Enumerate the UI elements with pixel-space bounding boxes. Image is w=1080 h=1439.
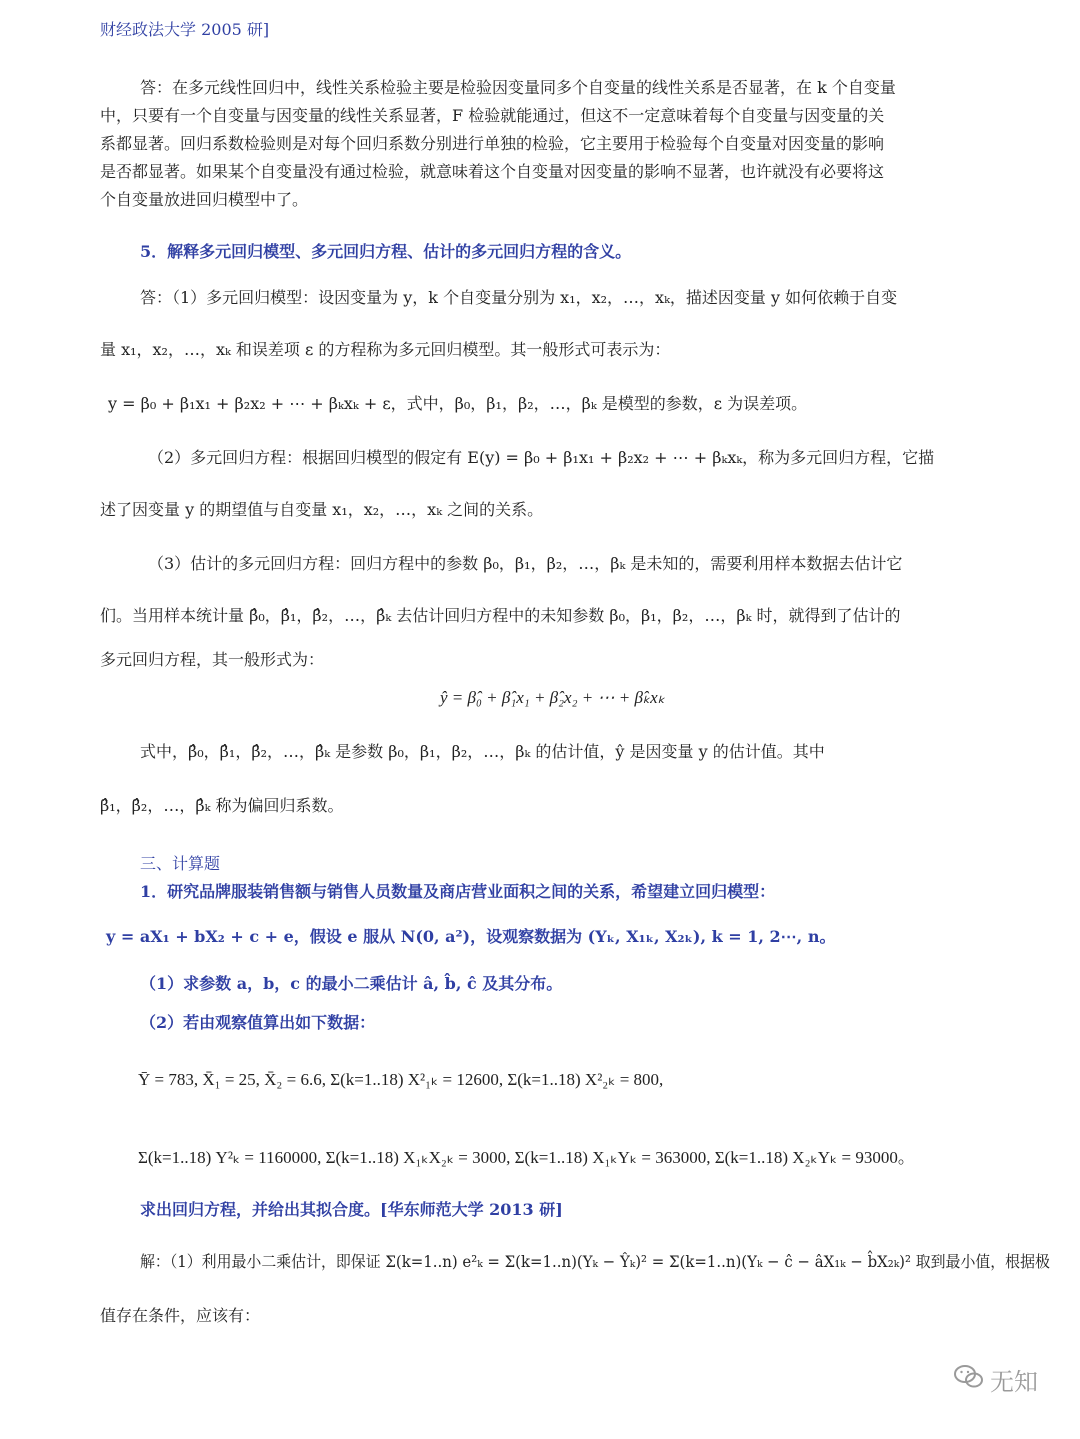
text-line-l18: β̂₁，β̂₂，…，β̂ₖ 称为偏回归系数。 bbox=[100, 796, 344, 815]
text-line-l22: （1）求参数 a，b，c 的最小二乘估计 â, b̂, ĉ 及其分布。 bbox=[140, 974, 563, 993]
text-line-l12: 述了因变量 y 的期望值与自变量 x₁，x₂，…，xₖ 之间的关系。 bbox=[100, 500, 544, 519]
text-line-l25: Σ(k=1..18) Y²ₖ = 1160000, Σ(k=1..18) X₁ₖX₂ₖ = 3000, Σ(k=1..18) X₁ₖYₖ = 363000, Σ(k=1..18) X₂ₖYₖ = 93000。 bbox=[138, 1148, 915, 1167]
text-line-l23: （2）若由观察值算出如下数据： bbox=[140, 1013, 376, 1032]
text-line-l09: 量 x₁，x₂，…，xₖ 和误差项 ε 的方程称为多元回归模型。其一般形式可表示为： bbox=[100, 340, 671, 359]
wechat-icon bbox=[954, 1364, 984, 1396]
text-line-l10: y = β₀ + β₁x₁ + β₂x₂ + ⋯ + βₖxₖ + ε，式中，β₀，β₁，β₂，…，βₖ 是模型的参数，ε 为误差项。 bbox=[108, 394, 808, 413]
watermark-text: 无知 bbox=[990, 1368, 1038, 1396]
text-line-l06: 个自变量放进回归模型中了。 bbox=[100, 190, 309, 209]
text-line-l21: y = aX₁ + bX₂ + c + e，假设 e 服从 N(0, a²)，设观察数据为 (Yₖ, X₁ₖ, X₂ₖ), k = 1, 2⋯, n。 bbox=[106, 927, 836, 946]
text-line-l20: 1．研究品牌服装销售额与销售人员数量及商店营业面积之间的关系，希望建立回归模型： bbox=[140, 882, 776, 901]
text-line-l17: 式中，β̂₀，β̂₁，β̂₂，…，β̂ₖ 是参数 β₀，β₁，β₂，…，βₖ 的估计值，ŷ 是因变量 y 的估计值。其中 bbox=[140, 742, 825, 761]
text-line-l26: 求出回归方程，并给出其拟合度。[华东师范大学 2013 研] bbox=[140, 1200, 563, 1219]
text-line-l02: 答：在多元线性回归中，线性关系检验主要是检验因变量同多个自变量的线性关系是否显著，在 k 个自变量 bbox=[140, 78, 896, 97]
text-line-l11: （2）多元回归方程：根据回归模型的假定有 E(y) = β₀ + β₁x₁ + β₂x₂ + ⋯ + βₖxₖ，称为多元回归方程，它描 bbox=[148, 448, 935, 467]
text-line-l05: 是否都显著。如果某个自变量没有通过检验，就意味着这个自变量对因变量的影响不显著，也许就没有必要将这 bbox=[100, 162, 885, 181]
text-line-l14: 们。当用样本统计量 β̂₀，β̂₁，β̂₂，…，β̂ₖ 去估计回归方程中的未知参数 β₀，β₁，β₂，…，βₖ 时，就得到了估计的 bbox=[100, 606, 901, 625]
text-line-l13: （3）估计的多元回归方程：回归方程中的参数 β₀，β₁，β₂，…，βₖ 是未知的，需要利用样本数据去估计它 bbox=[148, 554, 903, 573]
text-line-l24: Ȳ = 783, X̄₁ = 25, X̄₂ = 6.6, Σ(k=1..18) X²₁ₖ = 12600, Σ(k=1..18) X²₂ₖ = 800, bbox=[138, 1070, 664, 1089]
text-line-l08: 答：（1）多元回归模型：设因变量为 y，k 个自变量分别为 x₁，x₂，…，xₖ，描述因变量 y 如何依赖于自变 bbox=[140, 288, 898, 307]
text-line-l01: 财经政法大学 2005 研] bbox=[100, 20, 270, 39]
text-line-l16: ŷ = β̂₀ + β̂₁x₁ + β̂₂x₂ + ⋯ + β̂ₖxₖ bbox=[440, 688, 665, 707]
text-line-l27: 解：（1）利用最小二乘估计，即保证 Σ(k=1..n) e²ₖ = Σ(k=1..n)(Yₖ − Ŷₖ)² = Σ(k=1..n)(Yₖ − ĉ − âX₁ₖ − b̂X₂ₖ)² 取到最小值，根据极 bbox=[140, 1252, 1050, 1271]
text-line-l19: 三、计算题 bbox=[140, 854, 221, 873]
text-line-l15: 多元回归方程，其一般形式为： bbox=[100, 650, 325, 669]
watermark bbox=[954, 1362, 1038, 1397]
text-line-l04: 系都显著。回归系数检验则是对每个回归系数分别进行单独的检验，它主要用于检验每个自变量对因变量的影响 bbox=[100, 134, 885, 153]
text-line-l28: 值存在条件，应该有： bbox=[100, 1306, 261, 1325]
text-line-l07: 5．解释多元回归模型、多元回归方程、估计的多元回归方程的含义。 bbox=[140, 242, 632, 261]
text-line-l03: 中，只要有一个自变量与因变量的线性关系显著，F 检验就能通过，但这不一定意味着每个自变量与因变量的关 bbox=[100, 106, 885, 125]
